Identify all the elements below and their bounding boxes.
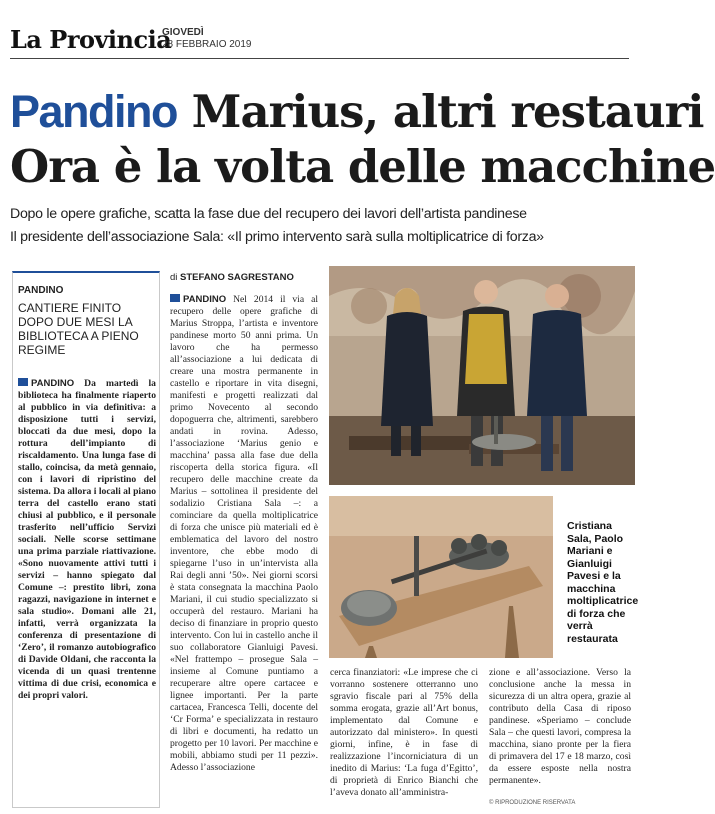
subheadline-line2: Il presidente dell’associazione Sala: «Il primo intervento sarà sulla moltiplicatrice di forza» [10,229,544,245]
sidebar-body: Da martedì la biblioteca ha finalmente riaperto al pubblico in via definitiva: a disposizione tutti i servizi, bloccati da due mesi, dopo la rottura dell’impianto di riscaldamento. Una lunga fase di stallo, coincisa, da metà gennaio, con i lavori di ripristino del sistema. Da allora i locali al piano terra del castello erano stati chiusi al pubblico, e il personale trasferito nell’ufficio Servizi sociali. Nelle scorse settimane una prima parziale riattivazione. «Sono nuovamente attivi tutti i servizi – hanno spiegato dal Comune –: prestito libri, zona ragazzi, navigazione in internet e sala studio». Domani alle 21, infatti, verrà organizzata la conferenza di presentazione di ‘Zero’, il romanzo autobiografico di Davide Oldani, che racconta la vicenda di un quasi trentenne vittima di due crisi, economica e dei propri valori. [18,378,156,701]
article-column-2: cerca finanziatori: «Le imprese che ci vorranno sostenere otterranno uno sgravio fiscale pari al 75% della somma erogata, grazie all’Art bonus, implementato dal Comune e autorizzato dal ministero». In questi giorni, infine, è in fase di realizzazione l’incorniciatura di un inedito di Marius: ‘La fuga d’Egitto’, di proprietà di Enrico Bianchi che l’aveva donato all’amministra- [330,667,478,798]
byline-author: STEFANO SAGRESTANO [180,272,294,283]
photo-group-portrait [329,266,635,485]
photo-machine-art [329,496,553,658]
photo-group-portrait-art [329,266,635,485]
byline-prefix: di [170,272,178,283]
headline-title2: Ora è la volta delle macchine [10,140,715,193]
sidebar-tag: PANDINO [18,285,64,296]
article-place: PANDINO [170,294,226,305]
reproduction-notice: © RIPRODUZIONE RISERVATA [489,800,576,806]
photo-machine [329,496,553,658]
sidebar-title: CANTIERE FINITO DOPO DUE MESI LA BIBLIOTECA A PIENO REGIME [18,301,139,357]
article-body-1: Nel 2014 il via al recupero delle opere grafiche di Marius Stroppa, l’artista e inventore pandinese morto 50 anni prima. Un lavoro che ha permesso all’associazione a lui dedicata di creare una mostra permanente in castello e riportare in vita disegni, manifesti e progetti realizzati dal primo Novecento al secondo dopoguerra che, altrimenti, sarebbero andati in rovina. Adesso, l’associazione ‘Marius genio e macchina’ passa alla fase due della riscoperta della storica figura. «Il recupero delle macchine create da Marius – sottolinea il presidente del sodalizio Cristiana Sala –: a cominciare da quella moltiplicatrice di forza che unisce più materiali ed è emblematica del lavoro del nostro inventore, che ebbe modo di spiegarne l’uso in un’intervista alla Rai degli anni ’50». Nei giorni scorsi è stata consegnata la macchina Paolo Mariani, il cui studio specializzato si occuperà del restauro. Mariani ha deciso di finanziare in proprio questo intervento. Con lui in castello anche il suo collaboratore Gianluigi Pavesi. «Nel frattempo – prosegue Sala – insieme al Comune puntiamo a recuperare altre opere cartacee e lignee importanti. Per la parte cartacea, Francesca Telli, docente del ‘Cr Forma’ e specializzata in restauro di libri e documenti, ha redatto un progetto per 10 lavori. Per macchine e mobili, abbiamo studi per 11 pezzi». Adesso l’associazione [170,294,319,773]
masthead-rule [10,58,629,59]
article-column-3: zione e all’associazione. Verso la conclusione anche la messa in sicurezza di un altra opera, grazie al contributo della Casa di riposo pandinese. «Speriamo – conclude Sala – che questi lavori, compresa la macchina, siano pronte per la fiera di primavera del 17 e 18 marzo, così da essere esposte nella nostra permanente». [489,667,631,786]
headline-title1: Marius, altri restauri [191,85,704,138]
masthead-date: 28 FEBBRAIO 2019 [162,39,252,50]
photo-caption: Cristiana Sala, Paolo Mariani e Gianluigi Pavesi e la macchina moltiplicatrice di forza che verrà restaurata [567,520,639,645]
sidebar-place: PANDINO [18,378,74,389]
subheadline-line1: Dopo le opere grafiche, scatta la fase due del recupero dei lavori dell’artista pandinese [10,206,527,222]
sidebar-text [18,378,156,808]
headline-line1 [10,85,704,138]
masthead-name: La Provincia [10,25,172,54]
article-column-1 [170,294,318,810]
headline-kicker: Pandino [10,86,177,137]
byline [170,272,294,283]
masthead-day: GIOVEDÌ [162,27,204,38]
